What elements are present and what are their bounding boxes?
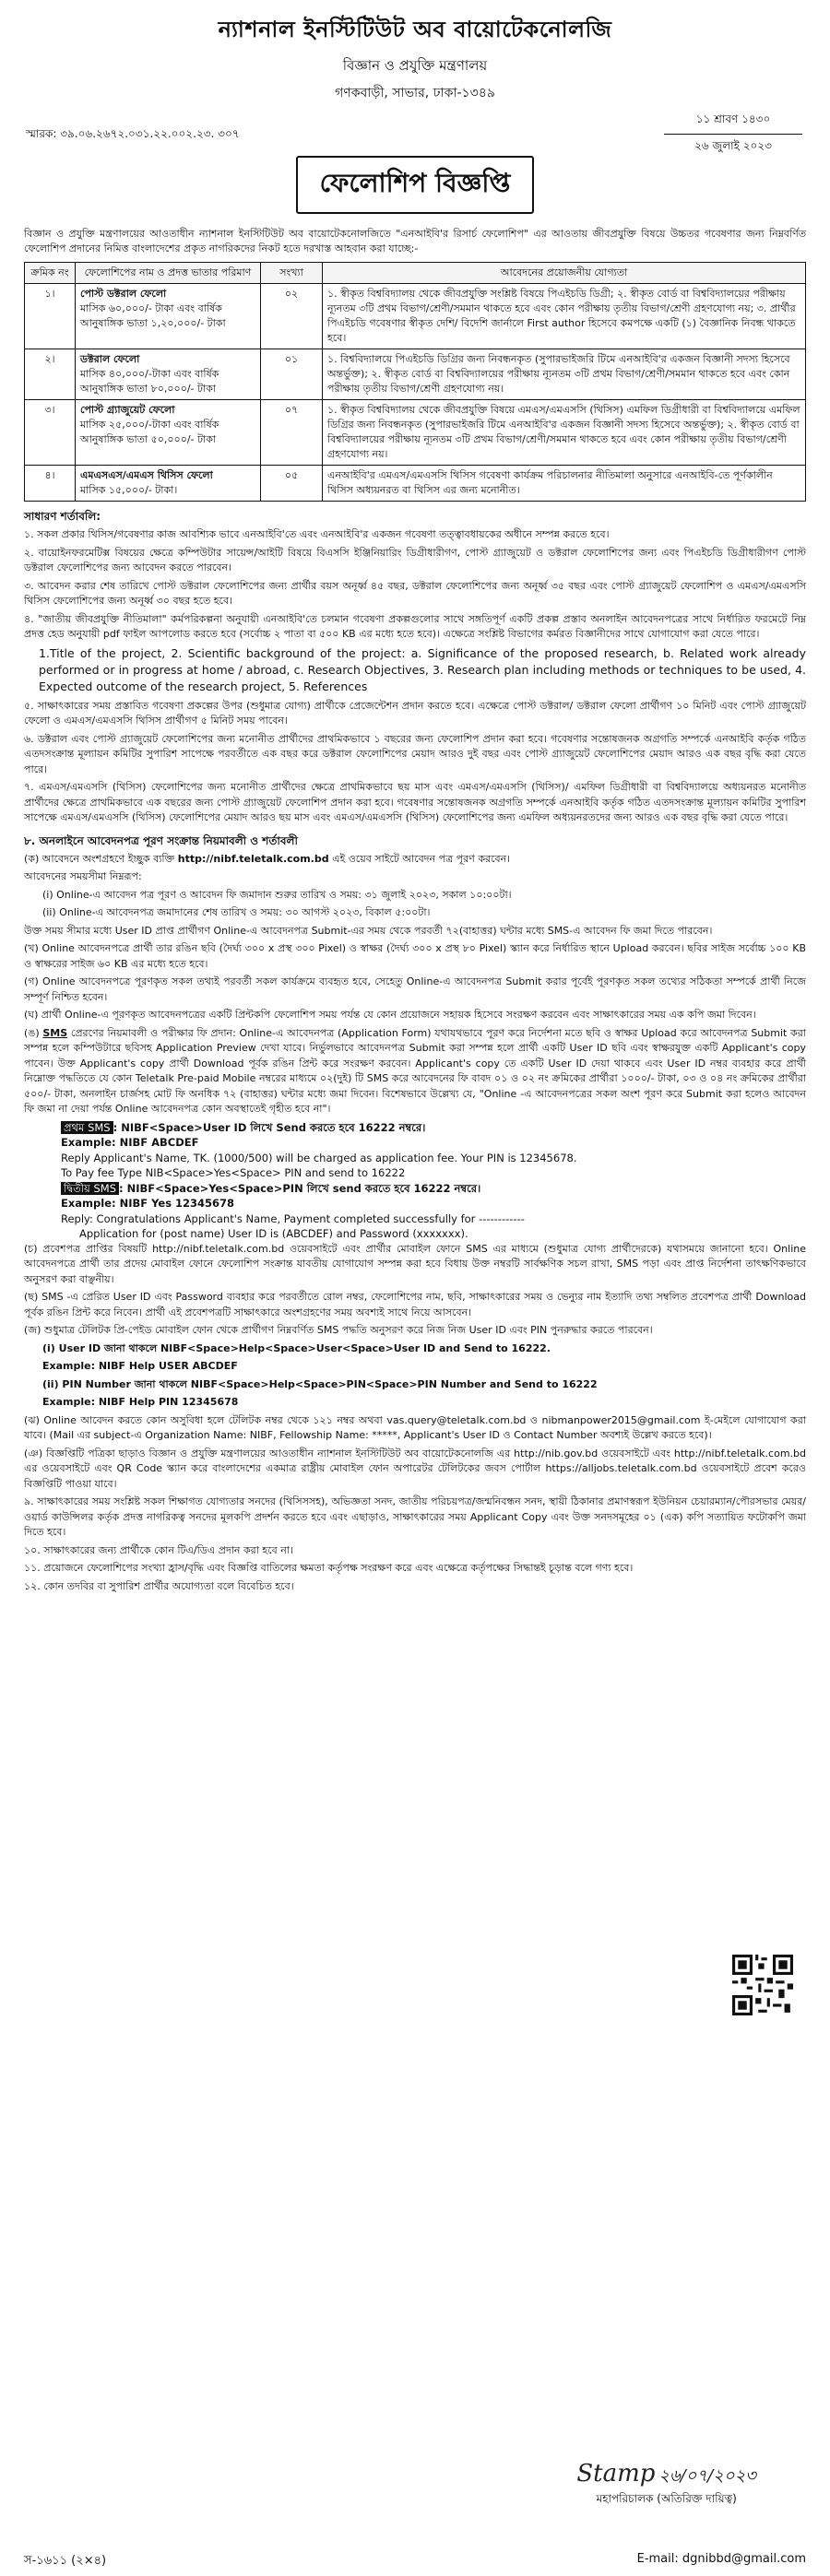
reference-row xyxy=(24,108,806,154)
online-rules-continued xyxy=(24,1242,806,1595)
table-row xyxy=(25,466,806,502)
sms-second xyxy=(61,1181,806,1197)
tail-item: ১২. কোন তদবির বা সুপারিশ প্রার্থীর অযোগ্যতা বলে বিবেচিত হবে। xyxy=(24,1579,294,1592)
rule-cha: (চ) প্রবেশপত্র প্রাপ্তির বিষয়টি http://nibf.teletalk.com.bd ওয়েবসাইটে এবং প্রার্থীর মোবাইল ফোনে SMS এর মাধ্যমে (শুধুমাত্র যোগ্য প্রার্থীদেরকে) যথাসময়ে জানানো হবে। Online আবেদনপত্রে প্রার্থী তার প্রদেয় মোবাইল ফোনে ফেলোশিপ সংক্রান্ত যাবতীয় যোগাযোগ সম্পন্ন করা হবে বিধায় উক্ত নম্বরটি সার্বক্ষণিক সচল রাখা, SMS পড়া এবং প্রাপ্ত নির্দেশনা তাৎক্ষণিকভাবে অনুসরণ করা বাঞ্ছনীয়। xyxy=(24,1242,807,1285)
rule-gha: (ঘ) প্রার্থী Online-এ পূরণকৃত আবেদনপত্রের একটি প্রিন্টকপি ফেলোশিপ সময় পর্যন্ত যে কোন প্রয়োজনে সহায়ক হিসেবে সংরক্ষণ করবেন এবং সাক্ষাৎকারের সময় এক কপি জমা দিবেন। xyxy=(24,1009,756,1021)
rule-ja-2: (ii) PIN Number জানা থাকলে NIBF<Space>Help<Space>PIN<Space>PIN Number and Send to 16222 xyxy=(42,1377,598,1390)
col-serial: ক্রমিক নং xyxy=(25,263,76,284)
rule-umo xyxy=(24,1026,806,1117)
rule-kha: (খ) Online আবেদনপত্রে প্রার্থী তার রঙিন ছবি (দৈর্ঘ্য ৩০০ x প্রস্থ ৩০০ Pixel) ও স্বাক্ষর (দৈর্ঘ্য ৩০০ x প্রস্থ ৮০ Pixel) স্ক্যান করে নির্ধারিত স্থানে Upload করবেন। ছবির সাইজ সর্বোচ্চ ১০০ KB ও স্বাক্ষরের সাইজ ৬০ KB এর মধ্যে হতে হবে। xyxy=(24,942,806,970)
contact-email[interactable]: E-mail: dgnibbd@gmail.com xyxy=(636,2552,806,2566)
general-conditions-heading: সাধারণ শর্তাবলি: xyxy=(24,510,101,523)
print-code: স-১৬১১ (২×৪) xyxy=(24,2554,107,2568)
fellowship-name: পোস্ট ডক্টরাল ফেলো xyxy=(80,288,167,300)
date-bangla: ১১ শ্রাবণ ১৪৩০ xyxy=(664,108,802,135)
rule-ja-1: (i) User ID জানা থাকলে NIBF<Space>Help<Space>User<Space>User ID and Send to 16222. xyxy=(42,1341,551,1354)
col-qualification: আবেদনের প্রয়োজনীয় যোগ্যতা xyxy=(323,263,806,284)
sms-instructions xyxy=(24,1120,806,1242)
row-serial: ২। xyxy=(25,349,76,400)
row-count: ০২ xyxy=(261,284,323,349)
organization-name: ন্যাশনাল ইনস্টিটিউট অব বায়োটেকনোলজি xyxy=(218,17,612,42)
fellowship-amount: মাসিক ৬০,০০০/- টাকা এবং বার্ষিক আনুষাঙ্গিক ভাতা ১,২০,০০০/- টাকা xyxy=(80,302,226,329)
application-link[interactable]: http://nibf.teletalk.com.bd xyxy=(177,852,329,865)
fellowship-name: ডক্টরাল ফেলো xyxy=(80,353,140,365)
general-conditions xyxy=(24,527,806,643)
tail-item: ১১. প্রয়োজনে ফেলোশিপের সংখ্যা হ্রাস/বৃদ্ধি এবং বিজ্ঞপ্তি বাতিলের ক্ষমতা কর্তৃপক্ষ সংরক্ষণ করে এবং এক্ষেত্রে কর্তৃপক্ষের সিদ্ধান্তই চূড়ান্ত বলে গণ্য হবে। xyxy=(24,1562,634,1574)
condition-item: ৬. ডক্টরাল এবং পোস্ট গ্র্যাজুয়েট ফেলোশিপের জন্য মনোনীত প্রার্থীদের প্রাথমিকভাবে ১ বছরের জন্য ফেলোশিপ প্রদান করা হবে। গবেষণার সন্তোষজনক অগ্রগতি সম্পর্কে এনআইবি কর্তৃক গঠিত এতদসংক্রান্ত মূল্যায়ন কমিটির সুপারিশ সাপেক্ষে পরবর্তীতে এক বছর করে ডক্টরাল ফেলোশিপের মেয়াদ আরও দুই বছর এবং পোস্ট গ্র্যাজুয়েট ফেলোশিপের মেয়াদ আরও এক বছর বৃদ্ধি করা যেতে পারে। xyxy=(24,732,806,775)
qr-code-icon[interactable] xyxy=(732,1955,793,2015)
signature-date: ২৬/০৭/২০২৩ xyxy=(658,2466,756,2486)
sms-second-example: Example: NIBF Yes 12345678 xyxy=(61,1197,235,1210)
fellowship-amount: মাসিক ২৫,০০০/-টাকা এবং বার্ষিক আনুষাঙ্গিক ভাতা ৫০,০০০/- টাকা xyxy=(80,419,219,445)
rule-ja: (জ) শুধুমাত্র টেলিটক প্রি-পেইড মোবাইল ফোন থেকে প্রার্থীগণ নিম্নবর্ণিত SMS পদ্ধতি অনুসরণ করে নিজ নিজ User ID এবং PIN পুনরুদ্ধার করতে পারবেন। xyxy=(24,1324,653,1336)
intro-paragraph: বিজ্ঞান ও প্রযুক্তি মন্ত্রণালয়ের আওতাধীন ন্যাশনাল ইনস্টিটিউট অব বায়োটেকনোলজিতে "এনআইবি'র রিসার্চ ফেলোশিপ" এর আওতায় জীবপ্রযুক্তি বিষয়ে উচ্চতর গবেষণার জন্য নিম্নবর্ণিত ফেলোশিপ প্রদানের নিমিত্ত বাংলাদেশের প্রকৃত নাগরিকদের নিকট হতে দরখাস্ত আহবান করা যাচ্ছে:- xyxy=(24,228,806,254)
sms-first-reply-b: To Pay fee Type NIB<Space>Yes<Space> PIN and send to 16222 xyxy=(61,1166,406,1179)
row-serial: ৪। xyxy=(25,466,76,502)
sms-first-label: প্রথম SMS xyxy=(61,1121,113,1134)
row-fellowship xyxy=(76,466,261,502)
row-qualification: ১. বিশ্ববিদ্যালয়ে পিএইচডি ডিগ্রির জন্য নিবন্ধনকৃত (সুপারভাইজরি টিমে এনআইবি'র একজন বিজ্ঞানী সদস্য হিসেবে অন্তর্ভুক্ত); ২. স্বীকৃত বোর্ড বা বিশ্ববিদ্যালয়ের পরীক্ষায় ন্যূনতম ৩টি প্রথম বিভাগ/শ্রেণী/সমমান থাকতে হবে এবং কোন পরীক্ষায় তৃতীয় বিভাগ/শ্রেণী গ্রহণযোগ্য নয়। xyxy=(323,349,806,400)
condition-item: ৫. সাক্ষাৎকারের সময় প্রস্তাবিত গবেষণা প্রকল্পের উপর (শুধুমাত্র যোগ্য) প্রার্থীকে প্রেজেন্টেশন প্রদান করতে হবে। এক্ষেত্রে পোস্ট ডক্টরাল/ ডক্টরাল ফেলো প্রার্থীগণ ১০ মিনিট এবং পোস্ট গ্র্যাজুয়েট ফেলো ও এমএস/এমএসসি থিসিস প্রার্থীগণ ৫ মিনিট সময় পাবেন। xyxy=(24,699,806,727)
header xyxy=(24,13,806,104)
date-gregorian: ২৬ জুলাই ২০২৩ xyxy=(694,139,772,152)
sms-second-reply: Reply: Congratulations Applicant's Name, Payment completed successfully for ------------ xyxy=(61,1211,525,1225)
address: গণকবাড়ী, সাভার, ঢাকা-১৩৪৯ xyxy=(335,86,495,100)
row-serial: ১। xyxy=(25,284,76,349)
sms-label: SMS xyxy=(42,1026,68,1039)
fellowship-table xyxy=(24,262,806,502)
table-row xyxy=(25,284,806,349)
schedule-heading: আবেদনের সময়সীমা নিম্নরূপ: xyxy=(24,870,142,882)
signatory-title: মহাপরিচালক (অতিরিক্ত দায়িত্ব) xyxy=(596,2492,737,2505)
row-count: ০৫ xyxy=(261,466,323,502)
page-title: ফেলোশিপ বিজ্ঞপ্তি xyxy=(296,156,535,214)
fellowship-amount: মাসিক ৪০,০০০/-টাকা এবং বার্ষিক আনুষাঙ্গিক ভাতা ৮০,০০০/- টাকা xyxy=(80,368,219,395)
online-rules-heading: ৮. অনলাইনে আবেদনপত্র পূরণ সংক্রান্ত নিয়মাবলী ও শর্তাবলী xyxy=(24,833,298,847)
rule-umo-post: প্রেরণের নিয়মাবলী ও পরীক্ষার ফি প্রদান: Online-এ আবেদনপত্র (Application Form) যথাযথভাবে পূরণ করে নির্দেশনা মতে ছবি ও স্বাক্ষর Upload করে আবেদনপত্র Submit করা সম্পন্ন হলে কম্পিউটারে ছবিসহ Application Preview দেখা যাবে। নির্ভুলভাবে আবেদনপত্র Submit করা সম্পন্ন হলে প্রার্থী একটি User ID ছবি এবং স্বাক্ষরযুক্ত একটি Applicant's copy পাবেন। উক্ত Applicant's copy প্রার্থী Download পূর্বক রঙিন প্রিন্ট করে সংরক্ষণ করবেন। Applicant's copy তে একটি User ID দেয়া থাকবে এবং User ID নম্বর ব্যবহার করে প্রার্থী নিম্নোক্ত পদ্ধতিতে যে কোন Teletalk Pre-paid Mobile নম্বরের মাধ্যমে ০২(দুই) টি SMS করে আবেদনের ফি বাবদ ০১ ও ০২ নং ক্রমিকের প্রার্থীরা ১০০০/- টাকা, ০৩ ও ০৪ নং ক্রমিকের প্রার্থীরা ৫০০/- টাকা, অনলাইন চার্জসহ মোট ফি অনধিক ৭২ (বাহাত্তর) ঘন্টার মধ্যে জমা দিবেন। বিশেষভাবে উল্লেখ্য যে, "Online -এ আবেদনপত্রের সকল অংশ পূরণ করে Submit করা হলেও আবেদন ফি জমা না দেয়া পর্যন্ত Online আবেদনপত্র কোন অবস্থাতেই গৃহীত হবে না"। xyxy=(24,1026,806,1115)
rule-ja-2-example: Example: NIBF Help PIN 12345678 xyxy=(42,1396,239,1408)
sms-second-label: দ্বিতীয় SMS xyxy=(61,1182,119,1195)
condition-item: ২. বায়োইনফরমেটিক্স বিষয়ের ক্ষেত্রে কম্পিউটার সায়েন্স/আইটি বিষয়ে বিএসসি ইঞ্জিনিয়ারিং ডিগ্রীধারীগণ, পোস্ট গ্র্যাজুয়েট ও ডক্টরাল ফেলোশিপের জন্য এবং পিএইচডি ডিগ্রীধারীগণ পোস্ট ডক্টরাল ফেলোশিপের জন্য আবেদন করতে পারবেন। xyxy=(24,546,806,573)
sms-first-example: Example: NIBF ABCDEF xyxy=(61,1136,199,1149)
proposal-heads-english: 1.Title of the project, 2. Scientific background of the project: a. Significance of the proposed research, b. Related work already performed or in progress at home / abroad, c. Research Objectives, 3. Research plan including methods or techniques to be used, 4. Expected outcome of the research project, 5. References xyxy=(39,645,806,693)
rule-ka xyxy=(24,852,806,868)
rule-ka-pre: (ক) আবেদনে অংশগ্রহণে ইচ্ছুক ব্যক্তি xyxy=(24,852,178,865)
table-row xyxy=(25,400,806,466)
fellowship-name: এমএসএস/এমএস থিসিস ফেলো xyxy=(80,469,213,481)
signature-block xyxy=(576,2460,756,2510)
row-fellowship xyxy=(76,284,261,349)
rule-chha: (ছ) SMS -এ প্রেরিত User ID এবং Password ব্যবহার করে পরবর্তীতে রোল নম্বর, ফেলোশিপের নাম, ছবি, সাক্ষাৎকারের সময় ও ভেন্যুর নাম ইত্যাদি তথ্য সম্বলিত প্রবেশপত্র প্রার্থী Download পূর্বক রঙিন প্রিন্ট করে নিবেন। প্রার্থী এই প্রবেশপত্রটি সাক্ষাৎকারে অংশগ্রহণের সময় অবশ্যই সাথে নিয়ে আসবেন। xyxy=(24,1291,806,1318)
rule-ka-post: এই ওয়েব সাইটে আবেদন পত্র পূরণ করবেন। xyxy=(328,852,511,865)
rule-ja-1-example: Example: NIBF Help USER ABCDEF xyxy=(42,1360,238,1372)
ministry-name: বিজ্ঞান ও প্রযুক্তি মন্ত্রণালয় xyxy=(342,57,488,74)
row-qualification: এনআইবি'র এমএস/এমএসসি থিসিস গবেষণা কার্যক্রম পরিচালনার নীতিমালা অনুসারে এনআইবি-তে পূর্ণকালীন থিসিস অধ্যয়নরত বা থিসিস এর জন্য মনোনীত। xyxy=(323,466,806,502)
row-qualification: ১. স্বীকৃত বিশ্ববিদ্যালয় থেকে জীবপ্রযুক্তি সংশ্লিষ্ট বিষয়ে পিএইচডি ডিগ্রী; ২. স্বীকৃত বোর্ড বা বিশ্ববিদ্যালয়ের পরীক্ষায় ন্যূনতম ৩টি প্রথম বিভাগ/শ্রেণী/সমমান থাকতে হবে এবং কোন পরীক্ষায় তৃতীয় বিভাগ/শ্রেণী গ্রহণযোগ্য নয়; ৩. প্রার্থীর পিএইচডি গবেষণার স্বীকৃত দেশি/ বিদেশি জার্নালে First author হিসেবে কমপক্ষে একটি (১) বৈজ্ঞানিক নিবন্ধ থাকতে হবে। xyxy=(323,284,806,349)
condition-item: ৪. "জাতীয় জীবপ্রযুক্তি নীতিমালা" কর্মপরিকল্পনা অনুযায়ী এনআইবি'তে চলমান গবেষণা প্রকল্পগুলোর সাথে সঙ্গতিপূর্ণ একটি প্রকল্প প্রস্তাব অনলাইন আবেদনপত্রের সাথে নির্ধারিত ফরমেটে নিম্ন প্রদত্ত হেড অনুযায়ী pdf ফাইল আপলোড করতে হবে (সর্বোচ্চ ২ পাতা বা ৫০০ KB এর মধ্যে হতে হবে)। এক্ষেত্রে সংশ্লিষ্ট বিভাগের কর্মরত বিজ্ঞানীদের সাথে যোগাযোগ করা যেতে পারে। xyxy=(24,612,806,640)
rule-jha: (ঝ) Online আবেদন করতে কোন অসুবিধা হলে টেলিটক নম্বর থেকে ১২১ নম্বর অথবা vas.query@teletalk.com.bd ও nibmanpower2015@gmail.com ই-মেইলে যোগাযোগ করা যাবে। (Mail এর subject-এ Organization Name: NIBF, Fellowship Name: *****, Applicant's User ID ও Contact Number অবশ্যই উল্লেখ করতে হবে)। xyxy=(24,1413,806,1441)
sms-first-reply: Reply Applicant's Name, TK. (1000/500) will be charged as application fee. Your PIN is 12345678. xyxy=(61,1151,577,1164)
col-fellowship: ফেলোশিপের নাম ও প্রদত্ত ভাতার পরিমাণ xyxy=(76,263,261,284)
fellowship-amount: মাসিক ১৫,০০০/- টাকা। xyxy=(80,484,178,496)
date-block xyxy=(664,108,802,160)
schedule-note: উক্ত সময় সীমার মধ্যে User ID প্রাপ্ত প্রার্থীগণ Online-এ আবেদনপত্র Submit-এর সময় থেকে পরবর্তী ৭২(বাহাত্তর) ঘন্টার মধ্যে SMS-এ আবেদন ফি জমা দিতে পারবেন। xyxy=(24,924,713,937)
condition-item: ১. সকল প্রকার থিসিস/গবেষণার কাজ আবশ্যিক ভাবে এনআইবি'তে এবং এনআইবি'র একজন গবেষণা তত্ত্বাবধায়কের অধীনে সম্পন্ন করতে হবে। xyxy=(24,528,610,540)
tail-item: ১০. সাক্ষাৎকারের জন্য প্রার্থীকে কোন টিএ/ডিএ প্রদান করা হবে না। xyxy=(24,1543,293,1556)
table-row xyxy=(25,349,806,400)
title-wrap xyxy=(24,156,806,214)
row-serial: ৩। xyxy=(25,400,76,466)
sms-first-text: : NIBF<Space>User ID লিখে Send করতে হবে 16222 নম্বরে। xyxy=(113,1120,426,1134)
sms-first xyxy=(61,1120,806,1136)
general-conditions-continued xyxy=(24,699,806,826)
table-header-row xyxy=(25,263,806,284)
row-fellowship xyxy=(76,349,261,400)
row-qualification: ১. স্বীকৃত বিশ্ববিদ্যালয় থেকে জীবপ্রযুক্তি বিষয়ে এমএস/এমএসসি (থিসিস) এমফিল ডিগ্রীধারী বা বিশ্ববিদ্যালয়ে এমফিল ডিগ্রির জন্য নিবন্ধনকৃত (সুপারভাইজরি টিমে এনআইবি'র একজন বিজ্ঞানী সদস্য হিসেবে অন্তর্ভুক্ত); ২. স্বীকৃত বোর্ড বা বিশ্ববিদ্যালয়ের পরীক্ষায় ন্যূনতম ৩টি প্রথম বিভাগ/শ্রেণী/সমমান থাকতে হবে এবং কোন পরীক্ষায় তৃতীয় বিভাগ/শ্রেণী গ্রহণযোগ্য নয়। xyxy=(323,400,806,466)
signature-scribble xyxy=(576,2460,756,2491)
condition-item: ৩. আবেদন করার শেষ তারিখে পোস্ট ডক্টরাল ফেলোশিপের জন্য প্রার্থীর বয়স অনূর্ধ্ব ৪৫ বছর, ডক্টরাল ফেলোশিপের জন্য অনূর্ধ্ব ৩৫ বছর এবং পোস্ট গ্র্যাজুয়েট ফেলোশিপ ও এমএস/এমএসসি থিসিস ফেলোশিপের জন্য অনূর্ধ্ব ৩০ বছর হতে হবে। xyxy=(24,579,806,607)
schedule-end: (ii) Online-এ আবেদনপত্র জমাদানের শেষ তারিখ ও সময়: ৩০ আগস্ট ২০২৩, বিকাল ৫:০০টা। xyxy=(42,906,431,918)
condition-item: ৭. এমএস/এমএসসি (থিসিস) ফেলোশিপের জন্য মনোনীত প্রার্থীদের ক্ষেত্রে প্রাথমিকভাবে ছয় মাস এবং এমএস/এমএসসি (থিসিস)/ এমফিল ডিগ্রীধারী বা বিশ্ববিদ্যালয়ে অধ্যয়নরত মনোনীত প্রার্থীদের ক্ষেত্রে প্রাথমিকভাবে এক বছরের জন্য পোস্ট গ্র্যাজুয়েট ফেলোশিপ প্রদান করা হবে। গবেষণার সন্তোষজনক অগ্রগতি সম্পর্কে এনআইবি কর্তৃক গঠিত এতদসংক্রান্ত মূল্যায়ন কমিটির সুপারিশ সাপেক্ষে এমএস/এমএসসি (থিসিস) ফেলোশিপের মেয়াদ আরও ছয় মাস এবং এমএস/এমএসসি (থিসিস) ফেলোশিপের জন্য এমফিল অধ্যয়নরতদের জন্য আরও এক বছর বৃদ্ধি করা যেতে পারে। xyxy=(24,781,806,823)
rule-ga: (গ) Online আবেদনপত্রে পূরণকৃত সকল তথ্যই পরবর্তী সকল কার্যক্রমে ব্যবহৃত হবে, সেহেতু Online-এ আবেদনপত্র Submit করার পূর্বেই পূরণকৃত সকল তথ্যের সঠিকতা সম্পর্কে প্রার্থী নিজে সম্পূর্ণ নিশ্চিত হবেন। xyxy=(24,975,806,1003)
row-count: ০১ xyxy=(261,349,323,400)
signature-mark: Stamp xyxy=(576,2460,656,2487)
tail-item: ৯. সাক্ষাৎকারের সময় সংশ্লিষ্ট সকল শিক্ষাগত যোগ্যতার সনদের (থিসিসসহ), অভিজ্ঞতা সনদ, জাতীয় পরিচয়পত্র/জন্মনিবন্ধন সনদ, স্থায়ী ঠিকানার প্রমাণস্বরূপ ইউনিয়ন চেয়ারম্যান/পৌরসভার মেয়র/ওয়ার্ড কাউন্সিলর কর্তৃক প্রদত্ত নাগরিকত্ব সনদের মূলকপি প্রদর্শন করতে হবে এবং এছাড়াও, সাক্ষাৎকারের সময় Applicant Copy এবং উক্ত সনদসমূহের ০১ (এক) কপি সত্যায়িত ফটোকপি জমা দিতে হবে। xyxy=(24,1495,806,1538)
sms-second-reply-b: Application for (post name) User ID is (ABCDEF) and Password (xxxxxxx). xyxy=(79,1227,468,1240)
memo-number: স্মারক: ৩৯.০৬.২৬৭২.০৩১.২২.০০২.২৩. ৩০৭ xyxy=(26,127,240,140)
fellowship-name: পোস্ট গ্র্যাজুয়েট ফেলো xyxy=(80,404,175,416)
row-fellowship xyxy=(76,400,261,466)
col-count: সংখ্যা xyxy=(261,263,323,284)
rule-nya: (ঞ) বিজ্ঞপ্তিটি পত্রিকা ছাড়াও বিজ্ঞান ও প্রযুক্তি মন্ত্রণালয়ের আওতাধীন ন্যাশনাল ইনস্টিটিউট অব বায়োটেকনোলজি এর http://nib.gov.bd ওয়েবসাইটে এবং http://nibf.teletalk.com.bd এর ওয়েবসাইটে এবং QR Code স্ক্যান করে বাংলাদেশের একমাত্র রাষ্ট্রীয় মোবাইল ফোন অপারেটর টেলিটকের জবস পোর্টাল https://alljobs.teletalk.com.bd ওয়েবসাইটে প্রবেশ করেও বিজ্ঞপ্তিটি পাওয়া যাবে। xyxy=(24,1447,806,1490)
rule-umo-pre: (ঙ) xyxy=(24,1026,43,1039)
schedule-start: (i) Online-এ আবেদন পত্র পূরণ ও আবেদন ফি জমাদান শুরুর তারিখ ও সময়: ৩১ জুলাই ২০২৩, সকাল ১০:০০টা। xyxy=(42,888,512,901)
row-count: ০৭ xyxy=(261,400,323,466)
sms-second-text: : NIBF<Space>Yes<Space>PIN লিখে send করতে হবে 16222 নম্বরে। xyxy=(119,1181,481,1195)
online-rules xyxy=(24,852,806,1117)
